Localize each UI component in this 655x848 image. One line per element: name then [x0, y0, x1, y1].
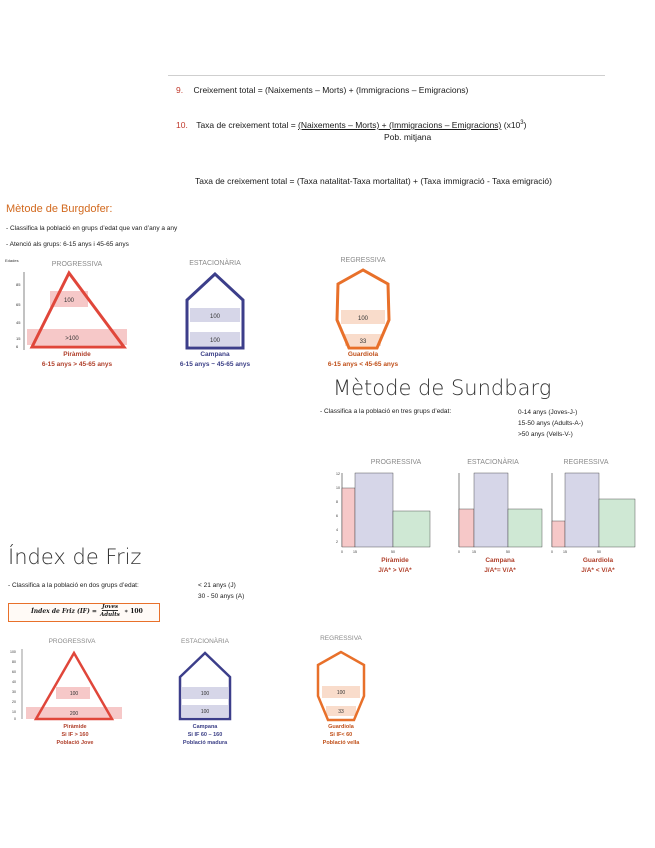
x-tick: 15 [353, 550, 357, 554]
adult-bar [355, 473, 393, 547]
friz-caption-3 [296, 723, 386, 747]
caption-name: Piràmide [63, 724, 87, 730]
caption-name: Guardiola [582, 557, 614, 564]
caption-rule: 6-15 anys > 45-65 anys [41, 361, 113, 368]
y-tick: 30 [12, 690, 16, 694]
sundbarg-bullet: - Classifica a la població en tres grups d’edat: [320, 408, 452, 415]
y-tick: 4 [336, 528, 338, 532]
old-bar [508, 509, 542, 547]
caption-name: Piràmide [63, 351, 91, 358]
friz-piggybank-diagram [296, 630, 386, 722]
sundbarg-charts [336, 455, 646, 555]
y-tick: 40 [12, 680, 16, 684]
burgdofer-bottom-value: >100 [65, 336, 79, 342]
young-bar [459, 509, 474, 547]
friz-diagram-label: ESTACIONÀRIA [181, 638, 229, 645]
y-tick: 100 [10, 650, 16, 654]
old-bar [599, 499, 635, 547]
friz-diagram-label: PROGRESSIVA [48, 638, 96, 645]
adult-bar [474, 473, 508, 547]
burgdofer-axis-tick: 15 [16, 336, 21, 341]
sundbarg-group-old: >50 anys (Vells-V-) [518, 431, 573, 438]
sundbarg-group-young: 0-14 anys (Joves-J-) [518, 409, 578, 416]
formula-extra: Taxa de creixement total = (Taxa natalitat-Taxa mortalitat) + (Taxa immigració - Taxa emigració) [195, 176, 552, 186]
formula-10-denominator: Pob. mitjana [384, 132, 432, 142]
friz-bottom-value: 33 [338, 709, 344, 715]
y-tick: 20 [12, 700, 16, 704]
burgdofer-axis-label: Edades [5, 258, 19, 263]
caption-rule: Si IF< 60 [329, 732, 353, 738]
top-divider [168, 75, 605, 76]
friz-top-value: 100 [69, 691, 79, 697]
sundbarg-caption-2 [455, 556, 545, 576]
friz-formula-box [8, 603, 160, 622]
y-tick: 2 [336, 540, 338, 544]
burgdofer-diagram-label: ESTACIONÀRIA [189, 260, 241, 267]
young-bar [342, 488, 355, 547]
caption-rule: Si IF > 160 [61, 732, 89, 738]
friz-title: Índex de Friz [8, 545, 142, 569]
burgdofer-bottom-value: 33 [359, 339, 367, 345]
burgdofer-axis-tick: 45 [16, 320, 21, 325]
formula-10-close: ) [523, 120, 527, 130]
formula-10-numerator: (Naixements – Morts) + (Immigracions – Emigracions) [298, 120, 502, 130]
y-tick: 10 [12, 710, 16, 714]
x-tick: 0 [458, 550, 460, 554]
burgdofer-top-value: 100 [209, 314, 221, 320]
burgdofer-axis-tick: 6 [16, 344, 19, 349]
burgdofer-diagram-label: REGRESSIVA [340, 257, 386, 264]
friz-bottom-value: 200 [69, 711, 79, 717]
friz-formula-numerator: Joves [102, 604, 119, 610]
burgdofer-top-value: 100 [357, 316, 369, 322]
sundbarg-group-adult: 15-50 anys (Adults-A-) [518, 420, 584, 427]
x-tick: 15 [563, 550, 567, 554]
y-tick: 80 [12, 660, 16, 664]
caption-name: Guardiola [347, 351, 379, 358]
friz-formula-left: Índex de Friz (IF) = [31, 608, 97, 615]
formula-10 [176, 120, 526, 130]
caption-rule: 6-15 anys < 45-65 anys [327, 361, 399, 368]
y-tick: 6 [336, 514, 338, 518]
friz-top-value: 100 [336, 690, 346, 696]
friz-group-young: < 21 anys (J) [198, 582, 236, 589]
friz-formula-denominator: Adults [100, 612, 120, 618]
x-tick: 50 [597, 550, 601, 554]
formula-9 [176, 85, 468, 95]
burgdofer-caption-2 [150, 350, 280, 370]
burgdofer-caption-1 [22, 350, 132, 370]
y-tick: 60 [12, 670, 16, 674]
caption-rule: J/A*= V/A* [484, 567, 516, 574]
old-bar [393, 511, 430, 547]
burgdofer-piggybank-diagram [313, 250, 413, 352]
friz-group-adult: 30 - 50 anys (A) [198, 593, 245, 600]
formula-10-number: 10. [176, 120, 188, 130]
burgdofer-bullet-1: - Classifica la població en grups d’edat que van d’any a any [6, 225, 178, 232]
x-tick: 0 [551, 550, 553, 554]
y-tick: 8 [336, 500, 338, 504]
friz-formula-right: ∗ 100 [124, 608, 143, 615]
sundbarg-groups [518, 407, 583, 440]
burgdofer-bullet-2: - Atenció als grups: 6-15 anys i 45-65 anys [6, 241, 129, 248]
caption-name: Campana [192, 724, 218, 730]
x-tick: 50 [391, 550, 395, 554]
sundbarg-caption-3 [548, 556, 648, 576]
young-bar [552, 521, 565, 547]
formula-9-number: 9. [176, 85, 184, 95]
y-tick: 0 [14, 717, 16, 721]
burgdofer-top-value: 100 [63, 298, 75, 304]
friz-caption-1 [30, 723, 120, 747]
adult-bar [565, 473, 599, 547]
sundbarg-caption-1 [340, 556, 450, 576]
caption-name: Campana [200, 351, 230, 358]
x-tick: 0 [341, 550, 343, 554]
y-tick: 10 [336, 486, 340, 490]
sundbarg-chart-label: REGRESSIVA [563, 459, 609, 466]
caption-rule: J/A* < V/A* [581, 567, 615, 574]
burgdofer-title: Mètode de Burgdofer: [6, 203, 113, 215]
formula-10-suffix: (x10 [501, 120, 521, 130]
formula-9-text: Creixement total = (Naixements – Morts) + (Immigracions – Emigracions) [193, 85, 469, 95]
friz-groups [198, 580, 244, 602]
friz-diagram-label: REGRESSIVA [320, 635, 362, 642]
friz-pyramid-diagram [8, 633, 130, 723]
y-tick: 12 [336, 472, 340, 476]
burgdofer-diagram-label: PROGRESSIVA [51, 261, 103, 268]
caption-rule: 6-15 anys ~ 45-65 anys [179, 361, 251, 368]
burgdofer-bottom-value: 100 [209, 338, 221, 344]
formula-10-prefix: Taxa de creixement total = [196, 120, 299, 130]
burgdofer-bell-diagram [165, 252, 265, 352]
friz-caption-2 [160, 723, 250, 747]
caption-name: Campana [485, 557, 515, 564]
caption-desc: Població vella [322, 740, 360, 746]
caption-desc: Població Jove [56, 740, 94, 746]
friz-top-value: 100 [200, 691, 210, 697]
burgdofer-pyramid-diagram [22, 255, 132, 355]
friz-bottom-value: 100 [200, 709, 210, 715]
sundbarg-chart-label: PROGRESSIVA [370, 459, 422, 466]
caption-rule: Si IF 60 – 160 [187, 732, 223, 738]
x-tick: 15 [472, 550, 476, 554]
caption-desc: Població madura [182, 740, 228, 746]
caption-rule: J/A* > V/A* [378, 567, 412, 574]
formula-10-exponent: 3 [520, 120, 524, 127]
burgdofer-caption-3 [298, 350, 428, 370]
sundbarg-title: Mètode de Sundbarg [333, 376, 552, 400]
sundbarg-chart-label: ESTACIONÀRIA [467, 459, 519, 466]
friz-bullet: - Classifica a la població en dos grups d’edat: [8, 582, 139, 589]
burgdofer-axis-tick: 65 [16, 302, 21, 307]
caption-name: Guardiola [328, 724, 354, 730]
friz-bell-diagram [160, 633, 250, 723]
caption-name: Piràmide [381, 557, 409, 564]
x-tick: 50 [506, 550, 510, 554]
burgdofer-axis-tick: 85 [16, 282, 21, 287]
